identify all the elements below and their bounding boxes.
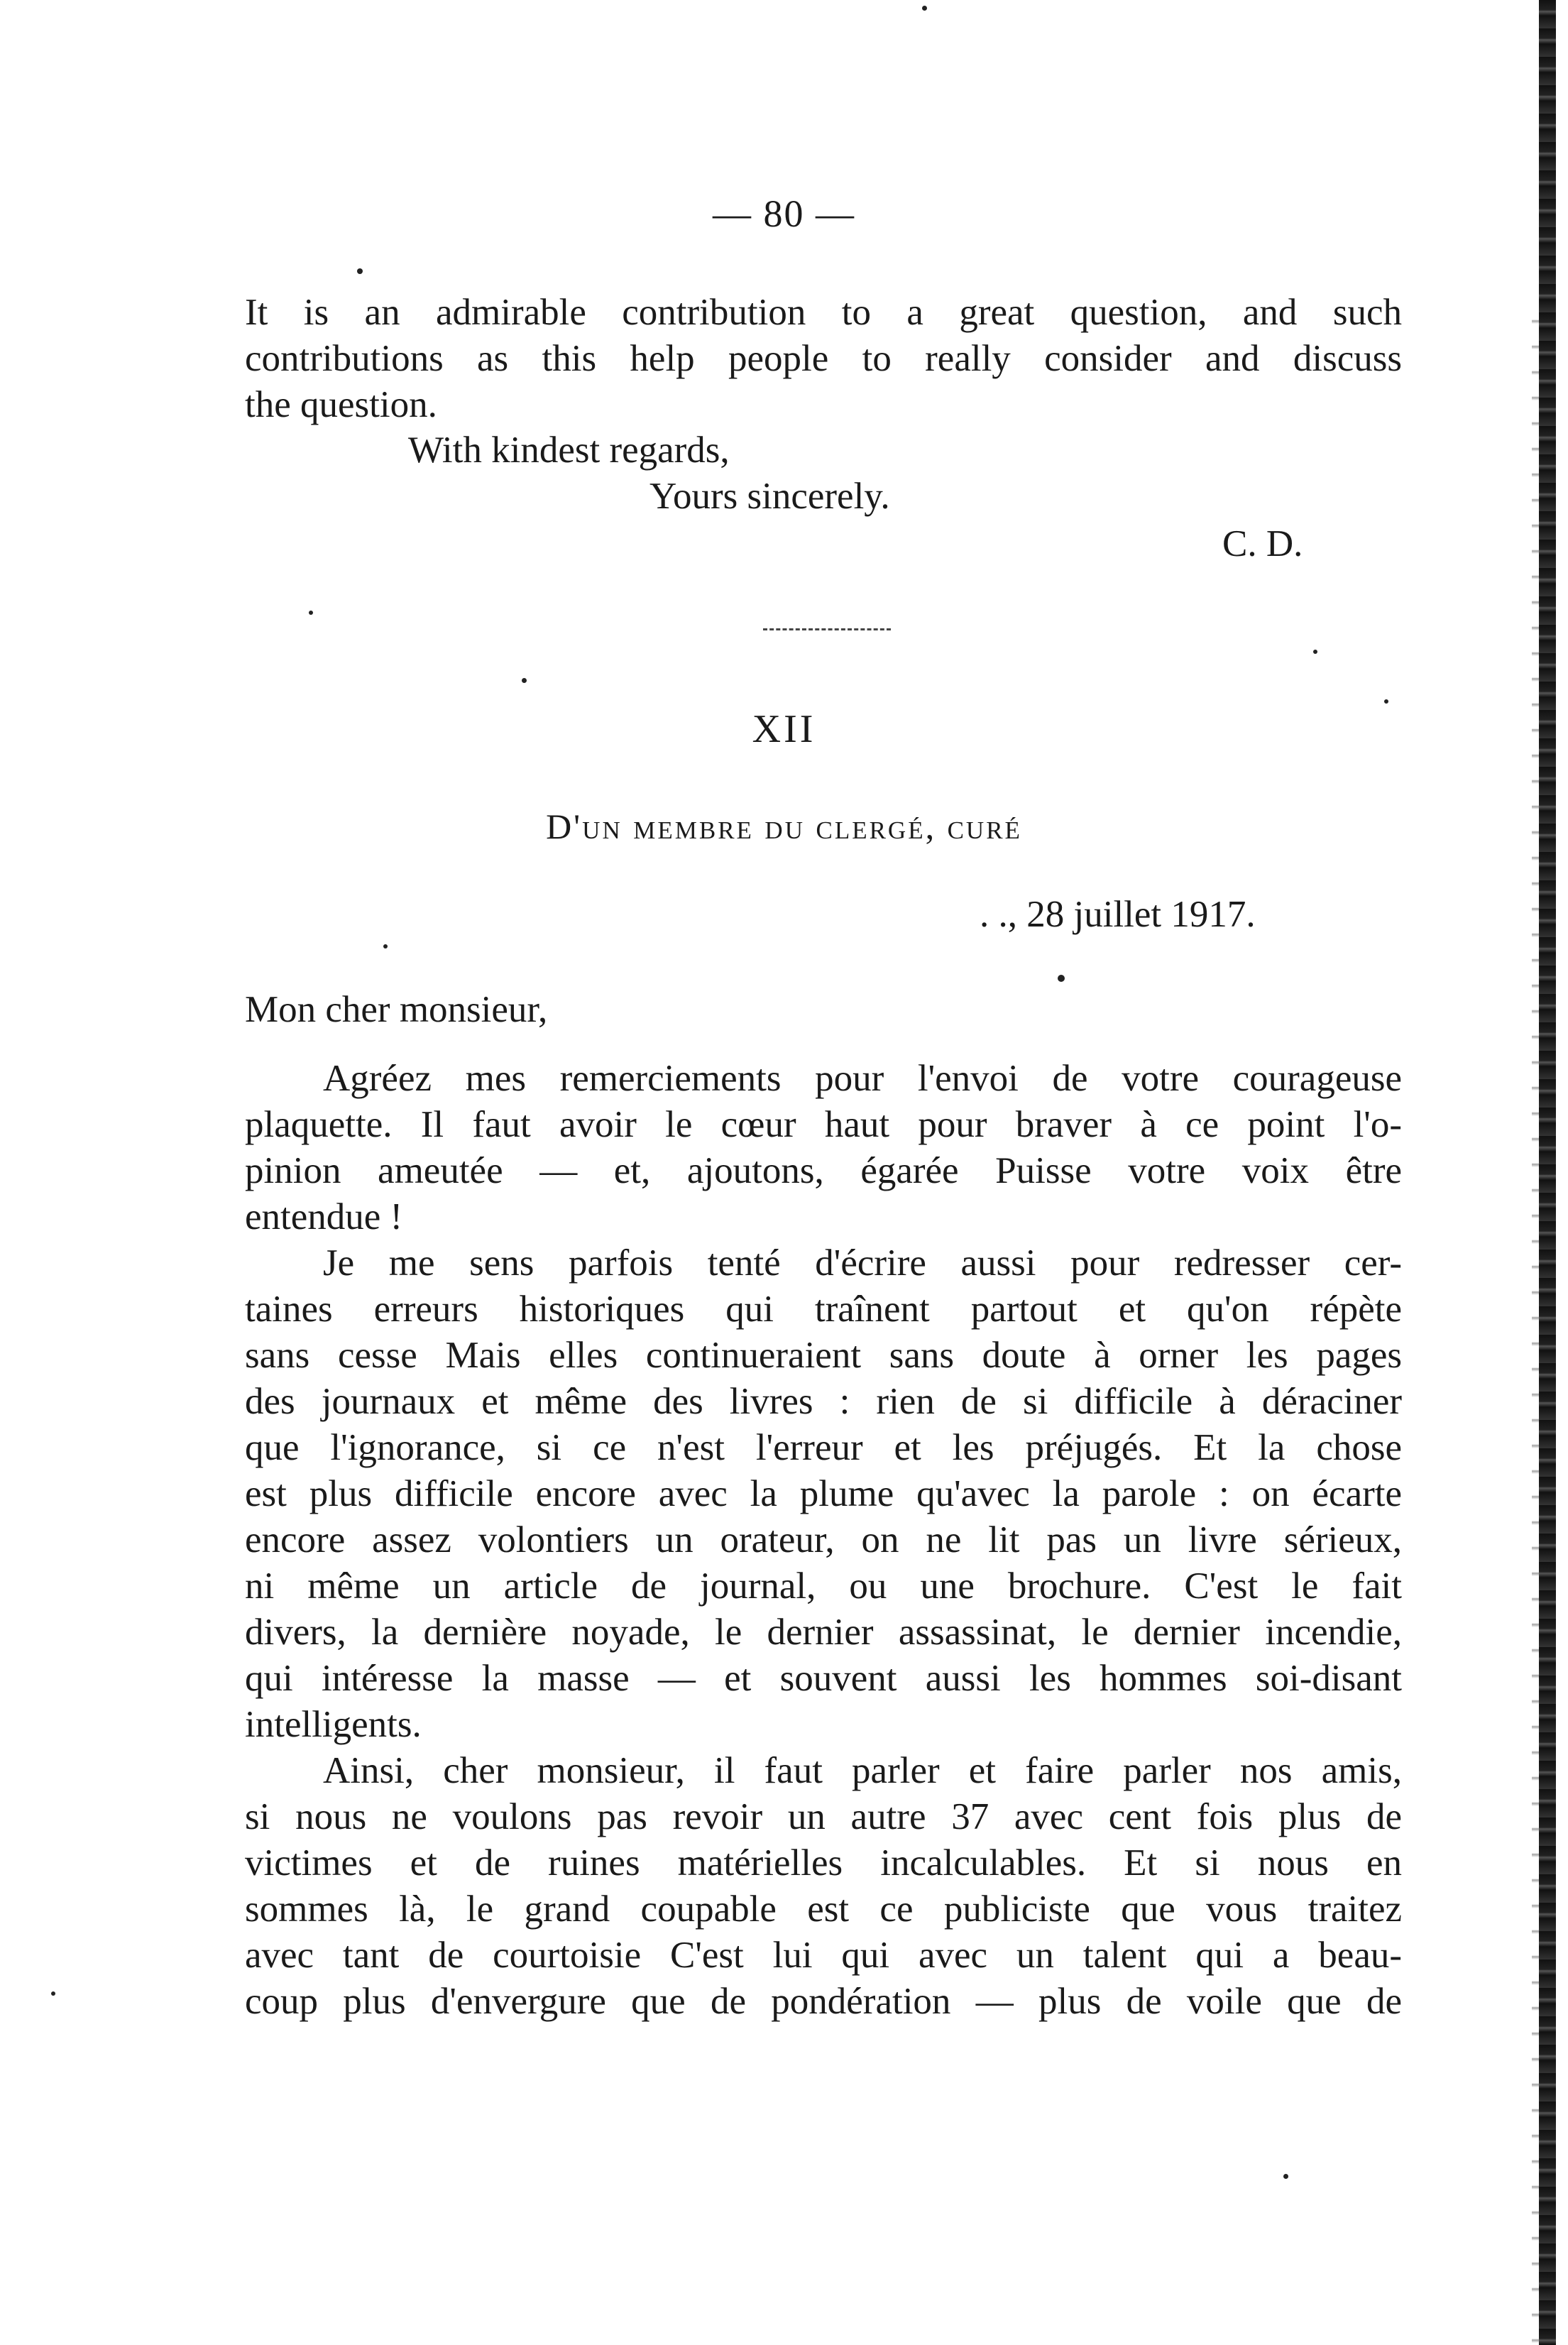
scanned-page-edge <box>1539 0 1556 2345</box>
page-number: — 80 — <box>713 192 855 235</box>
scanned-page-edge-shadow <box>1532 298 1539 2343</box>
text-line: qui intéresse la masse — et souvent aussi les hommes soi-disant <box>245 1658 1402 1699</box>
section-divider <box>763 628 891 630</box>
scan-speck <box>383 944 388 949</box>
text-line: plaquette. Il faut avoir le cœur haut pour braver à ce point l'o- <box>245 1104 1402 1145</box>
text-line: des journaux et même des livres : rien de si difficile à déraciner <box>245 1381 1402 1422</box>
text-line: sans cesse Mais elles continueraient sans doute à orner les pages <box>245 1335 1402 1376</box>
text-line: ni même un article de journal, ou une brochure. C'est le fait <box>245 1565 1402 1607</box>
text-line: est plus difficile encore avec la plume qu'avec la parole : on écarte <box>245 1473 1402 1514</box>
letter-date: . ., 28 juillet 1917. <box>980 894 1256 935</box>
signature: C. D. <box>1222 523 1303 564</box>
scan-speck <box>51 1991 55 1996</box>
scan-speck <box>357 268 363 274</box>
text-line: Ainsi, cher monsieur, il faut parler et faire parler nos amis, <box>323 1750 1402 1791</box>
section-number: XII <box>752 707 816 751</box>
english-letter-body <box>245 290 1402 428</box>
text-line: si nous ne voulons pas revoir un autre 37 avec cent fois plus de <box>245 1796 1402 1837</box>
text-line: encore assez volontiers un orateur, on ne lit pas un livre sérieux, <box>245 1519 1402 1560</box>
text-line: Agréez mes remerciements pour l'envoi de votre courageuse <box>323 1058 1402 1099</box>
scan-speck <box>1058 975 1065 982</box>
text-line: pinion ameutée — et, ajoutons, égarée Puisse votre voix être <box>245 1150 1402 1191</box>
scan-speck <box>1283 2174 1288 2179</box>
section-heading: D'un membre du clergé, curé <box>546 807 1022 846</box>
scan-speck <box>309 611 313 615</box>
text-line: coup plus d'envergure que de pondération — plus de voile que de <box>245 1981 1402 2022</box>
text-line: que l'ignorance, si ce n'est l'erreur et les préjugés. Et la chose <box>245 1427 1402 1468</box>
paragraph-2 <box>245 1240 1402 1748</box>
text-line: contributions as this help people to really consider and discuss <box>245 338 1402 379</box>
salutation: Mon cher monsieur, <box>245 989 548 1030</box>
closing-sincerely: Yours sincerely. <box>649 476 890 517</box>
text-line: Je me sens parfois tenté d'écrire aussi pour redresser cer- <box>323 1242 1402 1284</box>
scan-speck <box>1313 650 1317 654</box>
paragraph-1 <box>245 1056 1402 1240</box>
scan-speck <box>922 6 927 11</box>
text-line: intelligents. <box>245 1704 422 1745</box>
text-line: sommes là, le grand coupable est ce publiciste que vous traitez <box>245 1888 1402 1930</box>
text-line: divers, la dernière noyade, le dernier assassinat, le dernier incendie, <box>245 1612 1402 1653</box>
paragraph-3 <box>245 1748 1402 2025</box>
text-line: victimes et de ruines matérielles incalculables. Et si nous en <box>245 1842 1402 1884</box>
scan-speck <box>1384 699 1388 704</box>
text-line: avec tant de courtoisie C'est lui qui avec un talent qui a beau- <box>245 1935 1402 1976</box>
text-line: taines erreurs historiques qui traînent partout et qu'on répète <box>245 1289 1402 1330</box>
closing-regards: With kindest regards, <box>408 430 730 471</box>
text-line: the question. <box>245 384 437 425</box>
text-line: entendue ! <box>245 1196 403 1237</box>
text-line: It is an admirable contribution to a great question, and such <box>245 292 1402 333</box>
scan-speck <box>522 678 527 683</box>
